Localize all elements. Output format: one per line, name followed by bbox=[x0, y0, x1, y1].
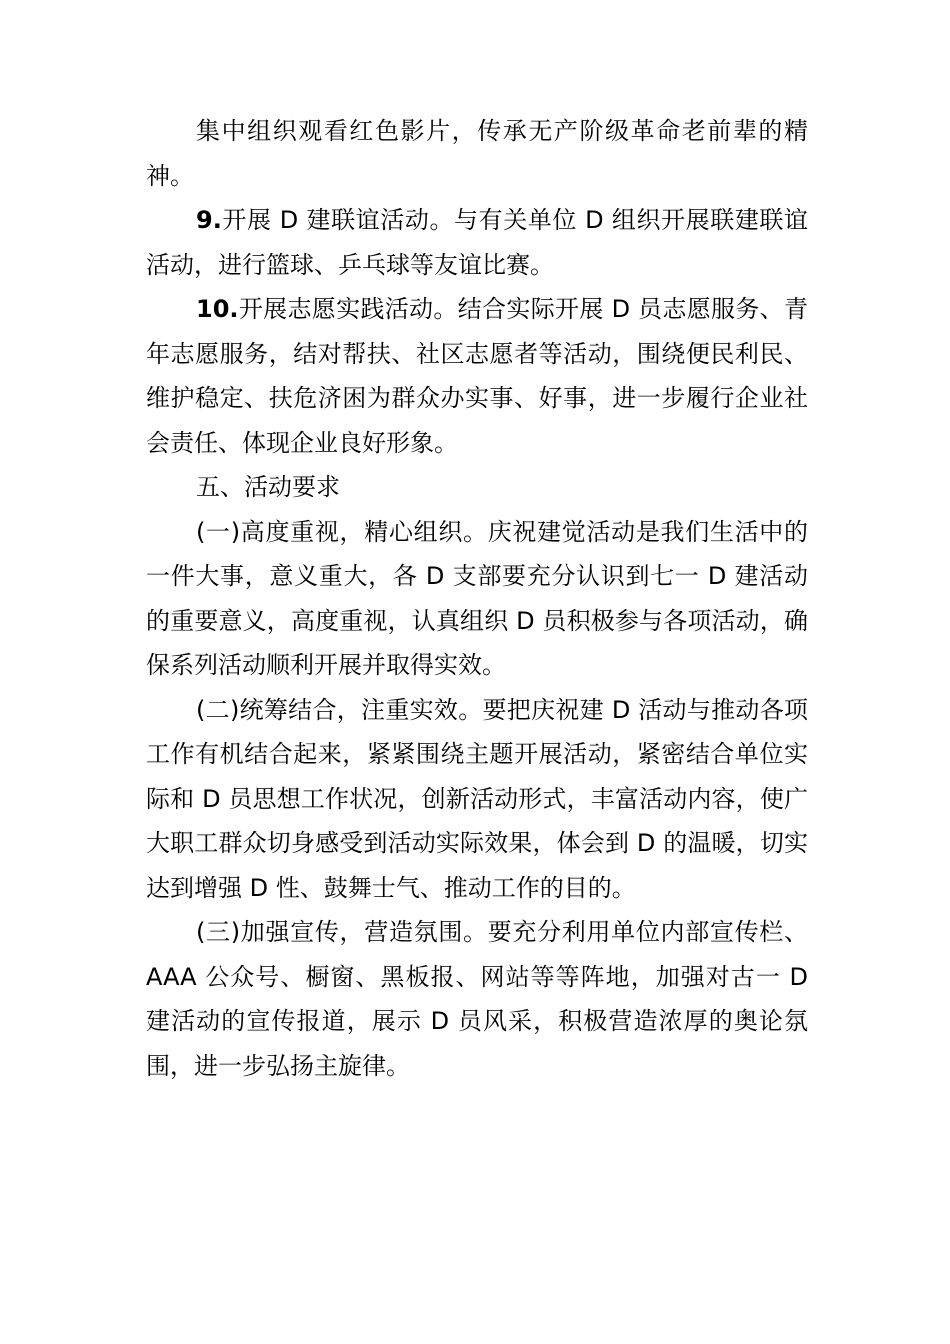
paragraph-text: (三)加强宣传，营造氛围。要充分利用单位内部宣传栏、AAA 公众号、橱窗、黑板报、网站等等阵地，加强对古一 D 建活动的宣传报道，展示 D 员风采，积极营造浓厚的奥论氛围，进一步弘扬主旋律。 bbox=[146, 918, 808, 1080]
paragraph-text: 开展 D 建联谊活动。与有关单位 D 组织开展联建联谊活动，进行篮球、乒乓球等友谊比赛。 bbox=[146, 206, 808, 279]
paragraph-text: (二)统筹结合，注重实效。要把庆祝建 D 活动与推动各项工作有机结合起来，紧紧围绕主题开展活动，紧密结合单位实际和 D 员思想工作状况，创新活动形式，丰富活动内容，使广大职工群众切身感受到活动实际效果，体会到 D 的温暖，切实达到增强 D 性、鼓舞士气、推动工作的目的。 bbox=[146, 695, 808, 902]
paragraph-film-viewing bbox=[146, 109, 808, 198]
section-heading-requirements bbox=[146, 465, 808, 510]
paragraph-text: 集中组织观看红色影片，传承无产阶级革命老前辈的精神。 bbox=[146, 117, 808, 190]
paragraph-text: 开展志愿实践活动。结合实际开展 D 员志愿服务、青年志愿服务，结对帮扶、社区志愿者等活动，围绕便民利民、维护稳定、扶危济困为群众办实事、好事，进一步履行企业社会责任、体现企业良好形象。 bbox=[146, 295, 808, 457]
item-number: 9. bbox=[196, 206, 222, 234]
section-heading-text: 五、活动要求 bbox=[196, 473, 340, 501]
paragraph-requirement-2 bbox=[146, 688, 808, 911]
item-number: 10. bbox=[196, 295, 239, 323]
paragraph-text: (一)高度重视，精心组织。庆祝建觉活动是我们生活中的一件大事，意义重大，各 D 支部要充分认识到七一 D 建活动的重要意义，高度重视，认真组织 D 员积极参与各项活动，确保系列活动顺利开展并取得实效。 bbox=[146, 517, 808, 679]
paragraph-item-9 bbox=[146, 198, 808, 287]
paragraph-requirement-3 bbox=[146, 910, 808, 1088]
document-page bbox=[146, 109, 808, 1088]
paragraph-item-10 bbox=[146, 287, 808, 465]
paragraph-requirement-1 bbox=[146, 510, 808, 688]
